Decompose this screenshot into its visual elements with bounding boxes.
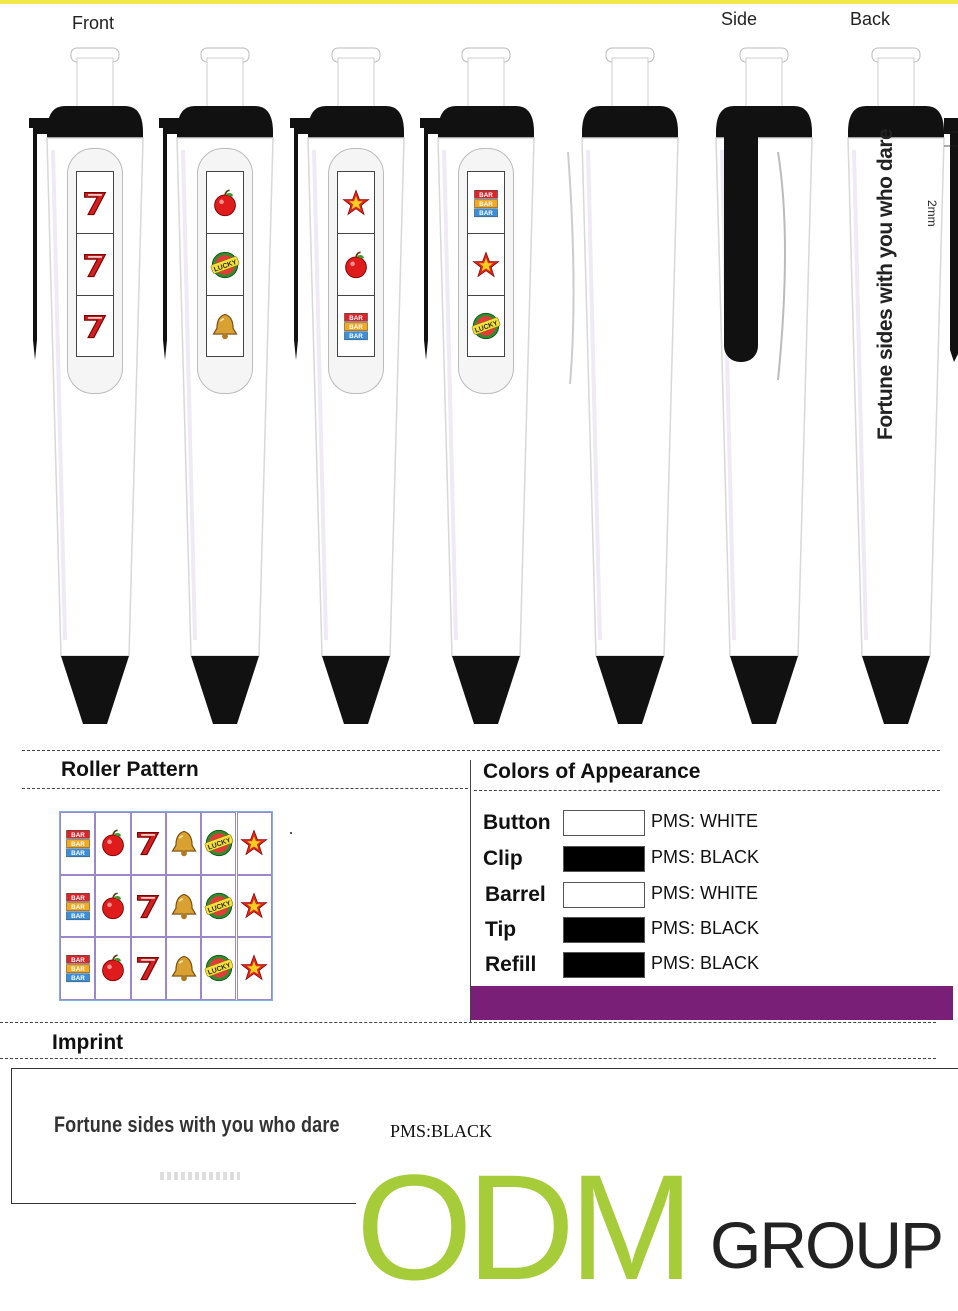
vertical-divider (470, 760, 471, 1022)
pen-roller-window (328, 148, 384, 394)
pms-value-clip: PMS: BLACK (651, 847, 760, 867)
bell-symbol-icon (169, 891, 199, 921)
color-label-barrel: Barrel (485, 883, 546, 906)
pattern-cell (95, 812, 130, 875)
lucky-symbol-icon (204, 828, 234, 858)
pen-3 (286, 40, 426, 730)
roller-cell (207, 172, 243, 233)
roller-cell (207, 233, 243, 295)
svg-text:BAR: BAR (70, 913, 85, 921)
svg-text:LUCKY: LUCKY (206, 837, 232, 852)
svg-text:BAR: BAR (70, 975, 85, 983)
svg-text:BAR: BAR (479, 209, 493, 217)
faint-mark (160, 1172, 240, 1180)
svg-text:BAR: BAR (70, 894, 85, 902)
color-label-clip: Clip (483, 847, 523, 870)
lucky-symbol-icon (204, 891, 234, 921)
roller-pattern-title: Roller Pattern (61, 758, 199, 781)
roller-cell (468, 295, 504, 357)
star-symbol-icon (239, 953, 269, 983)
svg-text:LUCKY: LUCKY (206, 899, 232, 915)
stray-dot (290, 832, 292, 834)
imprint-title: Imprint (52, 1031, 124, 1054)
roller-cell (468, 233, 504, 295)
bar-symbol-icon (471, 188, 501, 218)
pen-7 (826, 40, 958, 730)
svg-text:BAR: BAR (70, 841, 85, 849)
imprint-text: Fortune sides with you who dare (54, 1112, 340, 1137)
color-swatch-refill (563, 952, 645, 978)
seven-symbol-icon (133, 953, 163, 983)
purple-bar (471, 986, 953, 1020)
svg-text:LUCKY: LUCKY (474, 320, 499, 335)
star-symbol-icon (471, 250, 501, 280)
color-label-button: Button (483, 811, 551, 834)
seven-symbol-icon (80, 188, 110, 218)
apple-symbol-icon (341, 250, 371, 280)
lucky-symbol-icon (204, 953, 234, 983)
seven-symbol-icon (133, 828, 163, 858)
bar-symbol-icon (63, 828, 93, 858)
svg-text:BAR: BAR (349, 324, 363, 332)
bell-symbol-icon (210, 311, 240, 341)
pattern-cell (60, 875, 95, 938)
star-symbol-icon (239, 891, 269, 921)
color-label-tip: Tip (485, 918, 517, 941)
pattern-cell (237, 875, 272, 938)
svg-text:BAR: BAR (70, 850, 85, 858)
group-logo: GROUP (710, 1208, 943, 1282)
top-accent-bar (0, 0, 958, 4)
pattern-cell (201, 875, 236, 938)
pen-roller-window (458, 148, 514, 394)
apple-symbol-icon (98, 891, 128, 921)
star-symbol-icon (239, 828, 269, 858)
svg-text:BAR: BAR (70, 957, 85, 965)
imprint-divider-top (0, 1022, 936, 1023)
pattern-cell (166, 875, 201, 938)
pen-1 (25, 40, 165, 730)
pen-6 (694, 40, 834, 730)
odm-logo: ODM (356, 1143, 688, 1311)
pattern-cell (166, 812, 201, 875)
pen-4 (416, 40, 556, 730)
bell-symbol-icon (169, 953, 199, 983)
color-label-refill: Refill (485, 953, 537, 976)
bar-symbol-icon (63, 891, 93, 921)
pattern-cell (131, 812, 166, 875)
svg-text:BAR: BAR (70, 966, 85, 974)
pattern-cell (201, 937, 236, 1000)
seven-symbol-icon (80, 311, 110, 341)
side-view-label: Side (721, 9, 758, 29)
color-swatch-barrel (563, 882, 645, 908)
roller-cell (338, 295, 374, 357)
roller-cell (338, 172, 374, 233)
svg-text:LUCKY: LUCKY (213, 258, 238, 274)
imprint-pms: PMS:BLACK (390, 1121, 493, 1141)
pms-value-button: PMS: WHITE (651, 811, 758, 831)
pen-5 (560, 40, 700, 730)
pattern-cell (60, 812, 95, 875)
svg-text:BAR: BAR (349, 333, 363, 341)
pattern-cell (131, 937, 166, 1000)
color-swatch-clip (563, 846, 645, 872)
color-swatch-button (563, 810, 645, 836)
seven-symbol-icon (133, 891, 163, 921)
roller-cell (77, 295, 113, 357)
imprint-divider-bottom (0, 1058, 936, 1059)
svg-text:BAR: BAR (479, 191, 493, 199)
roller-cell (77, 172, 113, 233)
star-symbol-icon (341, 188, 371, 218)
pattern-cell (95, 875, 130, 938)
apple-symbol-icon (210, 188, 240, 218)
pattern-cell (237, 937, 272, 1000)
lucky-symbol-icon (471, 311, 501, 341)
pen-roller-window (67, 148, 123, 394)
pen-roller-window (197, 148, 253, 394)
lucky-symbol-icon (210, 250, 240, 280)
back-view-label: Back (850, 9, 891, 29)
svg-text:BAR: BAR (349, 314, 363, 322)
svg-text:BAR: BAR (70, 903, 85, 911)
pattern-cell (95, 937, 130, 1000)
pattern-cell (201, 812, 236, 875)
colors-divider (474, 790, 940, 791)
bar-symbol-icon (63, 953, 93, 983)
roller-cell (207, 295, 243, 357)
roller-divider (22, 788, 468, 789)
pms-value-barrel: PMS: WHITE (651, 883, 758, 903)
pen-2 (155, 40, 295, 730)
roller-cell (77, 233, 113, 295)
pms-value-tip: PMS: BLACK (651, 918, 760, 938)
roller-cell (468, 172, 504, 233)
color-swatch-tip (563, 917, 645, 943)
roller-cell (338, 233, 374, 295)
pms-value-refill: PMS: BLACK (651, 953, 760, 973)
colors-title: Colors of Appearance (483, 760, 701, 783)
svg-text:LUCKY: LUCKY (206, 962, 232, 978)
svg-text:BAR: BAR (70, 832, 85, 840)
pattern-cell (166, 937, 201, 1000)
bar-symbol-icon (341, 311, 371, 341)
seven-symbol-icon (80, 250, 110, 280)
pattern-cell (60, 937, 95, 1000)
dimension-label: 2mm (925, 200, 939, 227)
pattern-cell (131, 875, 166, 938)
section-divider (22, 750, 940, 751)
apple-symbol-icon (98, 828, 128, 858)
apple-symbol-icon (98, 953, 128, 983)
svg-text:BAR: BAR (479, 200, 493, 208)
front-view-label: Front (72, 13, 115, 33)
roller-pattern-grid (60, 812, 272, 1000)
pattern-cell (237, 812, 272, 875)
bell-symbol-icon (169, 828, 199, 858)
back-imprint-text: Fortune sides with you who dare (874, 128, 897, 440)
